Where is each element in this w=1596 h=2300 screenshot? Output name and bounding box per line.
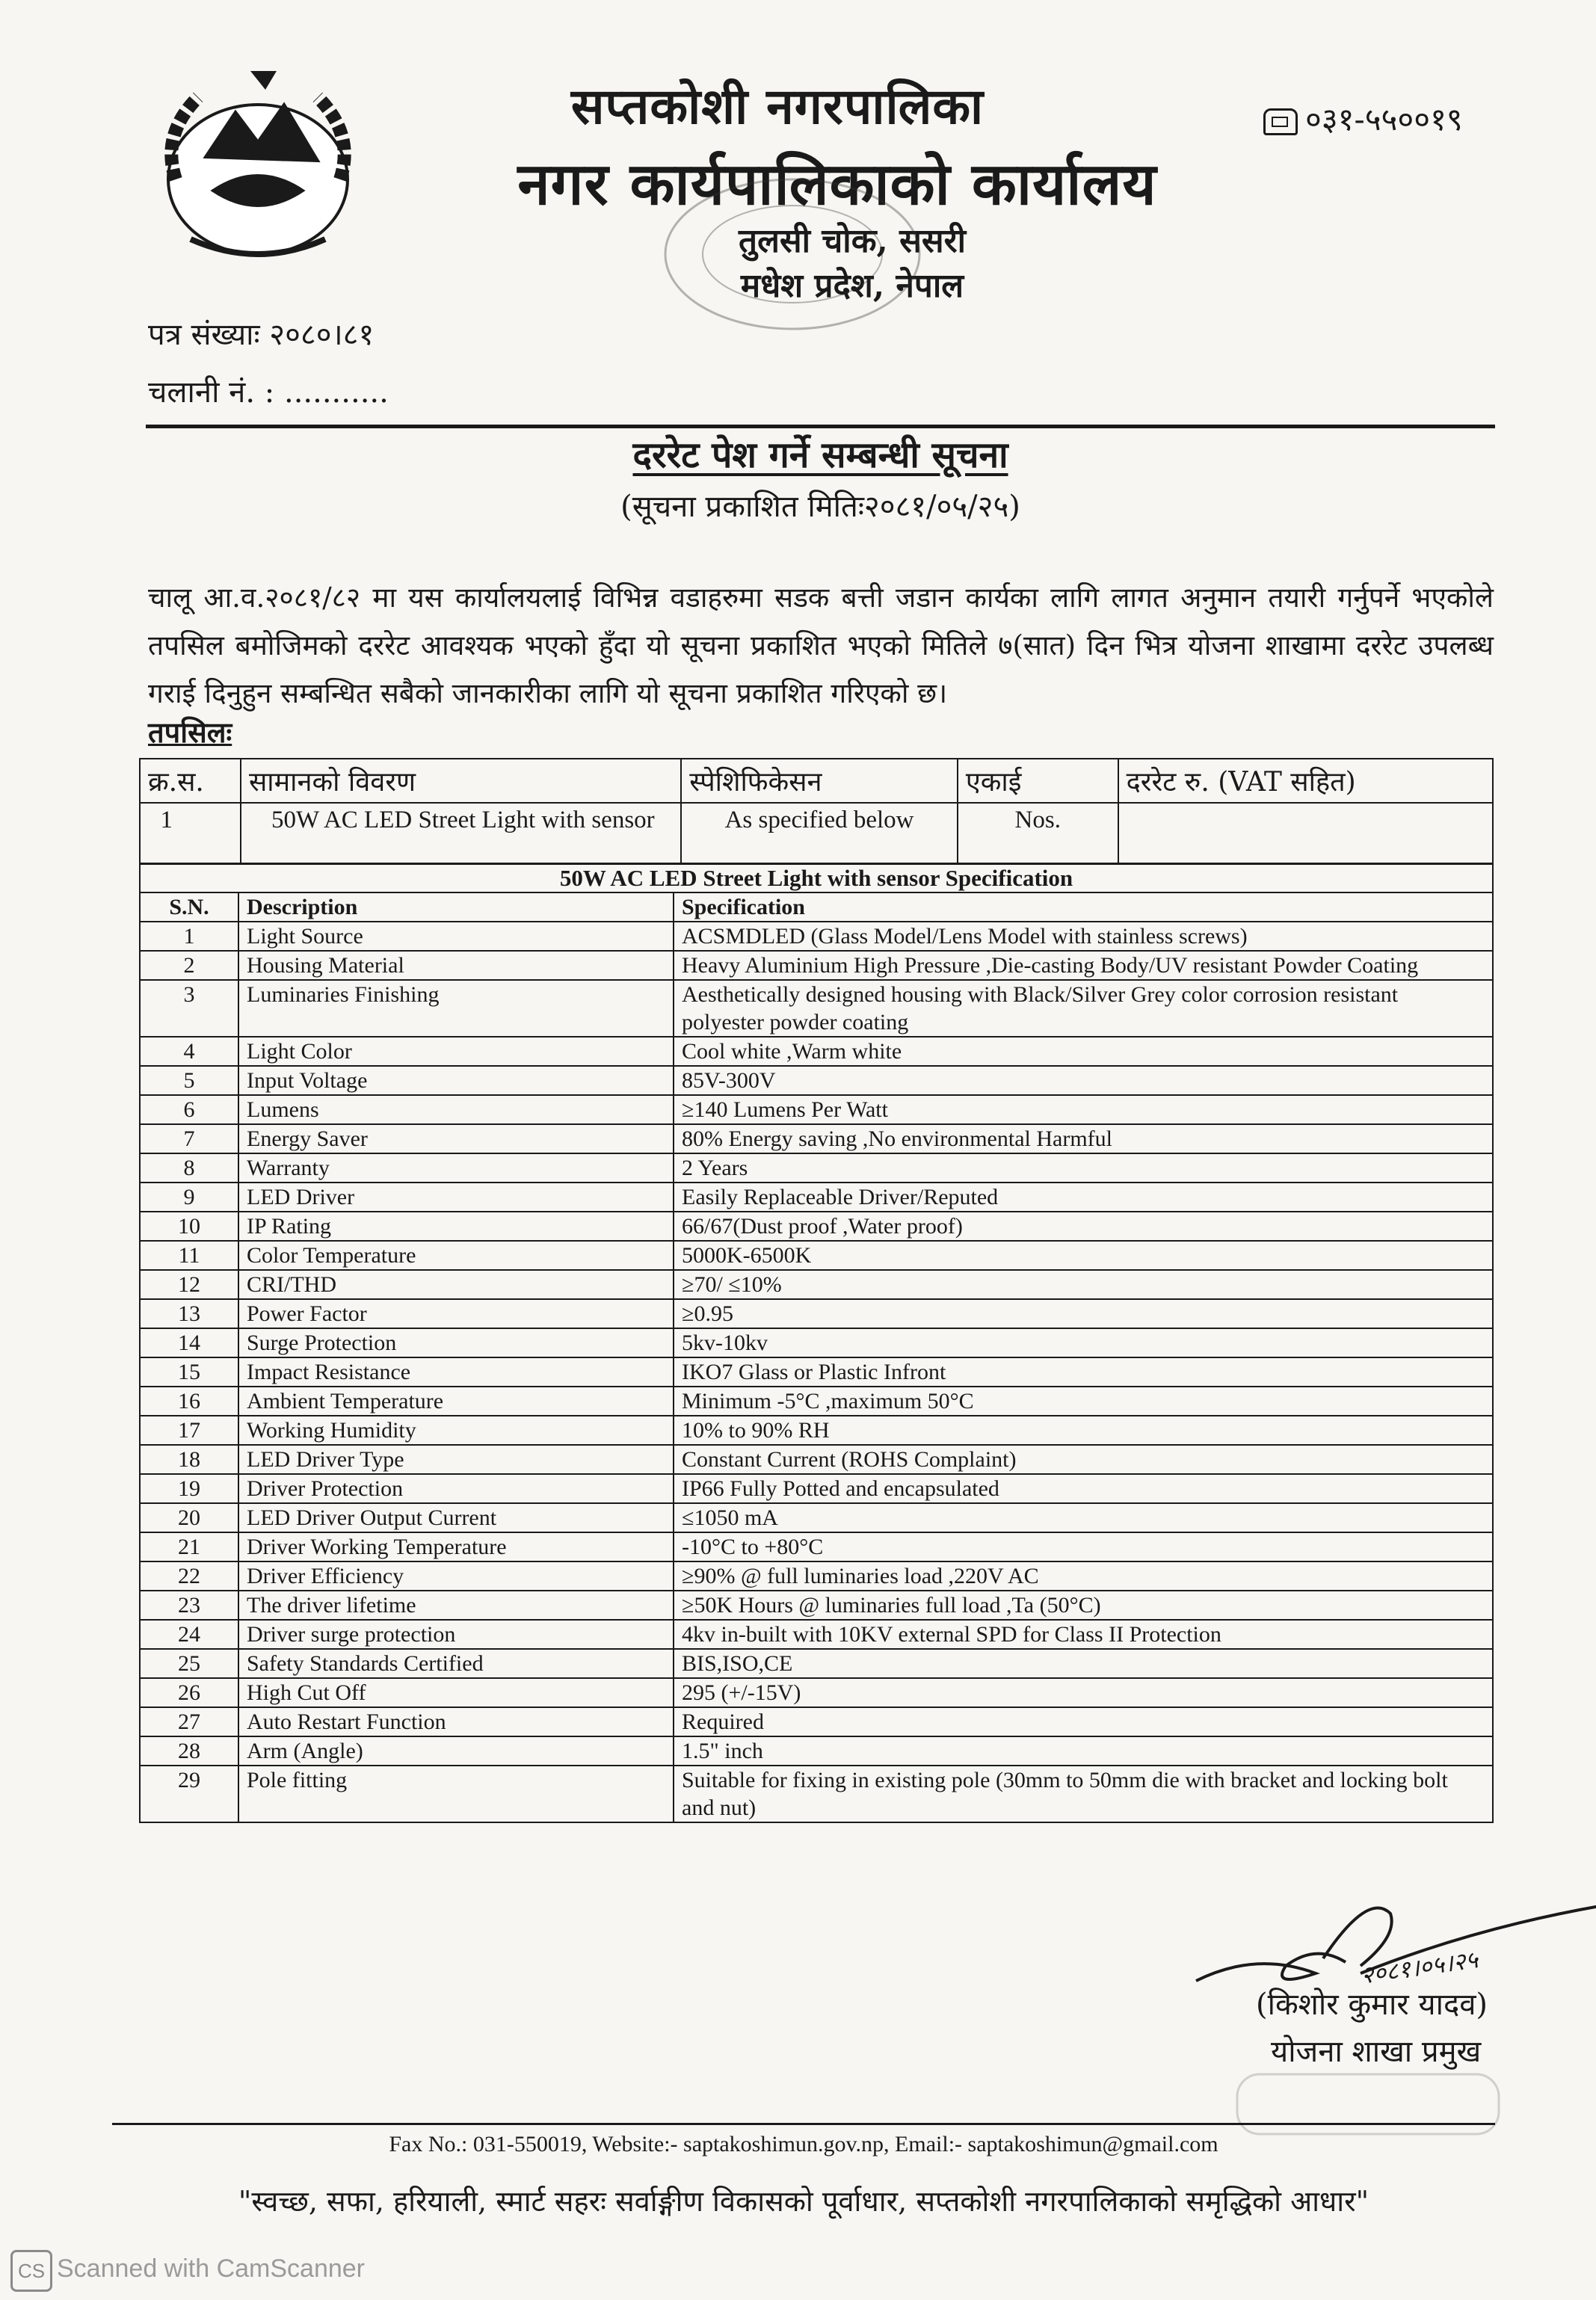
row-number: 29 — [140, 1766, 238, 1822]
row-number: 26 — [140, 1678, 238, 1707]
spec-description: Housing Material — [238, 951, 674, 980]
spec-value: 5000K-6500K — [674, 1241, 1493, 1270]
notice-heading — [146, 430, 1495, 478]
spec-description: Color Temperature — [238, 1241, 674, 1270]
table-row — [140, 1153, 1493, 1183]
spec-value: ≥90% @ full luminaries load ,220V AC — [674, 1561, 1493, 1591]
table-row — [140, 1678, 1493, 1707]
row-number: 22 — [140, 1561, 238, 1591]
row-number: 16 — [140, 1387, 238, 1416]
row-number: 18 — [140, 1445, 238, 1474]
spec-value: -10°C to +80°C — [674, 1532, 1493, 1561]
spec-value: 80% Energy saving ,No environmental Harmful — [674, 1124, 1493, 1153]
table-header: एकाई — [958, 759, 1118, 803]
spec-table-body — [140, 863, 1493, 1822]
row-number: 21 — [140, 1532, 238, 1561]
spec-description: The driver lifetime — [238, 1591, 674, 1620]
spec-value: Heavy Aluminium High Pressure ,Die-casting Body/UV resistant Powder Coating — [674, 951, 1493, 980]
table-row — [140, 980, 1493, 1037]
spec-caption: 50W AC LED Street Light with sensor Specification — [140, 863, 1493, 892]
row-number: 11 — [140, 1241, 238, 1270]
address-line-1: तुलसी चोक, ससरी — [738, 222, 966, 260]
office-stamp-icon — [658, 172, 927, 336]
row-number: 8 — [140, 1153, 238, 1183]
spec-description: IP Rating — [238, 1212, 674, 1241]
table-row — [140, 1620, 1493, 1649]
table-cell: As specified below — [681, 803, 958, 864]
spec-value: 10% to 90% RH — [674, 1416, 1493, 1445]
spec-value: 85V-300V — [674, 1066, 1493, 1095]
spec-header-row — [140, 892, 1493, 922]
row-number: 24 — [140, 1620, 238, 1649]
row-number: 15 — [140, 1357, 238, 1387]
spec-description: Arm (Angle) — [238, 1736, 674, 1766]
spec-description: Driver Working Temperature — [238, 1532, 674, 1561]
spec-caption-row — [140, 863, 1493, 892]
spec-description: Auto Restart Function — [238, 1707, 674, 1736]
list-label: तपसिलः — [148, 715, 232, 749]
spec-description: Warranty — [238, 1153, 674, 1183]
row-number: 9 — [140, 1183, 238, 1212]
signature-date: २०८१।०५।२५ — [1359, 1945, 1480, 1990]
row-number: 20 — [140, 1503, 238, 1532]
nepal-emblem-icon — [146, 67, 370, 284]
spec-description: Pole fitting — [238, 1766, 674, 1822]
spec-value: 4kv in-built with 10KV external SPD for Class II Protection — [674, 1620, 1493, 1649]
table-header: सामानको विवरण — [241, 759, 681, 803]
table-row — [140, 1328, 1493, 1357]
table-row — [140, 1736, 1493, 1766]
spec-description: Light Color — [238, 1037, 674, 1066]
row-number: 6 — [140, 1095, 238, 1124]
table-header: S.N. — [140, 892, 238, 922]
spec-description: LED Driver Type — [238, 1445, 674, 1474]
spec-description: Light Source — [238, 922, 674, 951]
spec-description: Luminaries Finishing — [238, 980, 674, 1037]
specification-table — [139, 863, 1494, 1823]
phone-value: ०३१-५५००१९ — [1305, 101, 1463, 138]
signature-stamp-icon — [1233, 2071, 1503, 2138]
table-row — [140, 1387, 1493, 1416]
spec-description: LED Driver — [238, 1183, 674, 1212]
spec-value: 2 Years — [674, 1153, 1493, 1183]
spec-description: Energy Saver — [238, 1124, 674, 1153]
spec-value: ≥50K Hours @ luminaries full load ,Ta (50°C) — [674, 1591, 1493, 1620]
dispatch-number: चलानी नं. : ........... — [148, 375, 389, 410]
telephone-icon — [1263, 108, 1298, 135]
spec-value: Easily Replaceable Driver/Reputed — [674, 1183, 1493, 1212]
row-number: 10 — [140, 1212, 238, 1241]
signatory-role: योजना शाखा प्रमुख — [1271, 2035, 1482, 2069]
footer-motto: "स्वच्छ, सफा, हरियाली, स्मार्ट सहरः सर्वाङ्गीण विकासको पूर्वाधार, सप्तकोशी नगरपालिकाको समृद्धिको आधार" — [238, 2185, 1369, 2218]
row-number: 17 — [140, 1416, 238, 1445]
table-row — [140, 1649, 1493, 1678]
spec-description: LED Driver Output Current — [238, 1503, 674, 1532]
spec-description: Surge Protection — [238, 1328, 674, 1357]
letter-number: पत्र संख्याः २०८०।८१ — [148, 318, 375, 352]
spec-value: ≥70/ ≤10% — [674, 1270, 1493, 1299]
spec-value: Minimum -5°C ,maximum 50°C — [674, 1387, 1493, 1416]
office-title: नगर कार्यपालिकाको कार्यालय — [517, 150, 1157, 218]
table-row — [140, 1212, 1493, 1241]
table-row — [140, 1503, 1493, 1532]
spec-value: 5kv-10kv — [674, 1328, 1493, 1357]
row-number: 7 — [140, 1124, 238, 1153]
spec-value: ACSMDLED (Glass Model/Lens Model with stainless screws) — [674, 922, 1493, 951]
spec-description: Lumens — [238, 1095, 674, 1124]
spec-value: ≥140 Lumens Per Watt — [674, 1095, 1493, 1124]
spec-description: Driver Protection — [238, 1474, 674, 1503]
rate-cell — [1118, 803, 1493, 864]
table-header: दररेट रु. (VAT सहित) — [1118, 759, 1493, 803]
table-row — [140, 1241, 1493, 1270]
spec-description: Ambient Temperature — [238, 1387, 674, 1416]
table-header: स्पेशिफिकेसन — [681, 759, 958, 803]
table-row — [140, 1707, 1493, 1736]
row-number: 12 — [140, 1270, 238, 1299]
spec-value: 66/67(Dust proof ,Water proof) — [674, 1212, 1493, 1241]
phone-number — [1263, 97, 1463, 140]
header-divider — [146, 425, 1495, 428]
table-row — [140, 1416, 1493, 1445]
table-row — [140, 1095, 1493, 1124]
table-row — [140, 1591, 1493, 1620]
table-header: Description — [238, 892, 674, 922]
table-row — [140, 1270, 1493, 1299]
table-row — [140, 1183, 1493, 1212]
table-row — [140, 1532, 1493, 1561]
spec-description: Impact Resistance — [238, 1357, 674, 1387]
spec-value: ≥0.95 — [674, 1299, 1493, 1328]
row-number: 5 — [140, 1066, 238, 1095]
footer-contact: Fax No.: 031-550019, Website:- saptakoshimun.gov.np, Email:- saptakoshimun@gmail.com — [389, 2132, 1218, 2156]
footer-divider — [112, 2123, 1495, 2125]
quotation-header-row — [140, 759, 1493, 803]
quotation-table — [139, 758, 1494, 865]
table-row — [140, 1066, 1493, 1095]
spec-value: Required — [674, 1707, 1493, 1736]
spec-value: ≤1050 mA — [674, 1503, 1493, 1532]
table-header: Specification — [674, 892, 1493, 922]
table-row — [140, 1124, 1493, 1153]
address-line-2: मधेश प्रदेश, नेपाल — [740, 267, 964, 305]
spec-description: High Cut Off — [238, 1678, 674, 1707]
spec-description: Input Voltage — [238, 1066, 674, 1095]
municipality-title: सप्तकोशी नगरपालिका — [570, 77, 985, 135]
row-number: 25 — [140, 1649, 238, 1678]
spec-value: IKO7 Glass or Plastic Infront — [674, 1357, 1493, 1387]
table-cell: Nos. — [958, 803, 1118, 864]
table-row — [140, 1037, 1493, 1066]
row-number: 23 — [140, 1591, 238, 1620]
notice-heading-text: दररेट पेश गर्ने सम्बन्धी सूचना — [632, 434, 1008, 476]
signatory-name: (किशोर कुमार यादव) — [1256, 1988, 1488, 2022]
row-number: 14 — [140, 1328, 238, 1357]
spec-description: Power Factor — [238, 1299, 674, 1328]
table-header: क्र.स. — [140, 759, 241, 803]
scanner-watermark: Scanned with CamScanner — [57, 2254, 366, 2283]
table-cell: 50W AC LED Street Light with sensor — [241, 803, 681, 864]
table-row — [140, 803, 1493, 864]
spec-value: Constant Current (ROHS Complaint) — [674, 1445, 1493, 1474]
row-number: 27 — [140, 1707, 238, 1736]
table-row — [140, 922, 1493, 951]
table-row — [140, 1299, 1493, 1328]
spec-value: Suitable for fixing in existing pole (30mm to 50mm die with bracket and locking bolt and nut) — [674, 1766, 1493, 1822]
spec-description: Driver Efficiency — [238, 1561, 674, 1591]
spec-value: 295 (+/-15V) — [674, 1678, 1493, 1707]
spec-description: CRI/THD — [238, 1270, 674, 1299]
table-row — [140, 1357, 1493, 1387]
camscanner-logo-icon: CS — [10, 2250, 52, 2292]
notice-body: चालू आ.व.२०८१/८२ मा यस कार्यालयलाई विभिन्न वडाहरुमा सडक बत्ती जडान कार्यका लागि लागत अनुमान तयारी गर्नुपर्ने भएकोले तपसिल बमोजिमको दररेट आवश्यक भएको हुँदा यो सूचना प्रकाशित भएको मितिले ७(सात) दिन भित्र योजना शाखामा दररेट उपलब्ध गराई दिनुहुन सम्बन्धित सबैको जानकारीका लागि यो सूचना प्रकाशित गरिएको छ। — [148, 582, 1494, 709]
published-date: (सूचना प्रकाशित मितिः२०८१/०५/२५) — [620, 490, 1020, 524]
table-row — [140, 1474, 1493, 1503]
table-row — [140, 951, 1493, 980]
spec-description: Working Humidity — [238, 1416, 674, 1445]
table-row — [140, 1766, 1493, 1822]
spec-value: IP66 Fully Potted and encapsulated — [674, 1474, 1493, 1503]
table-cell: 1 — [140, 803, 241, 864]
row-number: 4 — [140, 1037, 238, 1066]
row-number: 13 — [140, 1299, 238, 1328]
spec-value: 1.5" inch — [674, 1736, 1493, 1766]
table-row — [140, 1561, 1493, 1591]
row-number: 2 — [140, 951, 238, 980]
spec-description: Safety Standards Certified — [238, 1649, 674, 1678]
spec-value: BIS,ISO,CE — [674, 1649, 1493, 1678]
spec-value: Cool white ,Warm white — [674, 1037, 1493, 1066]
spec-value: Aesthetically designed housing with Black/Silver Grey color corrosion resistant polyester powder coating — [674, 980, 1493, 1037]
table-row — [140, 1445, 1493, 1474]
row-number: 19 — [140, 1474, 238, 1503]
row-number: 28 — [140, 1736, 238, 1766]
row-number: 1 — [140, 922, 238, 951]
row-number: 3 — [140, 980, 238, 1037]
spec-description: Driver surge protection — [238, 1620, 674, 1649]
